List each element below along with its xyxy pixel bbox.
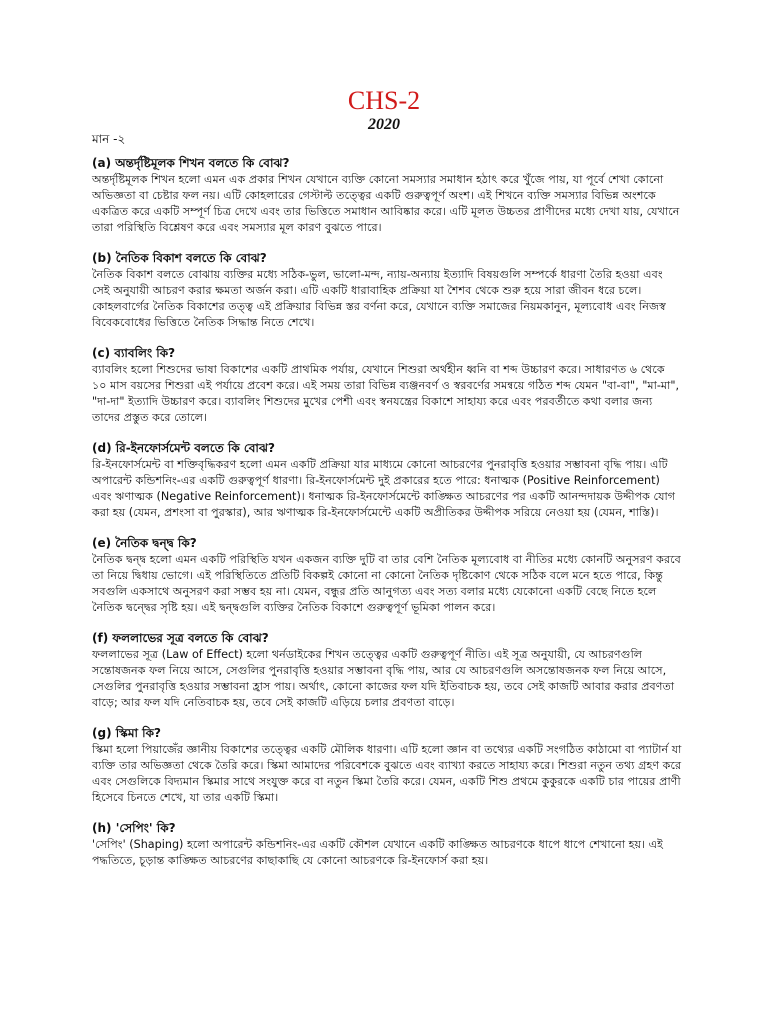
page-title: CHS-2 (347, 86, 421, 115)
exam-year: 2020 (368, 116, 400, 133)
qa-item-c (92, 344, 682, 426)
qa-item-b (92, 249, 682, 331)
qa-item-f (92, 629, 682, 711)
question-heading: (e) নৈতিক দ্বন্দ্ব কি? (92, 536, 197, 550)
answer-text: নৈতিক দ্বন্দ্ব হলো এমন একটি পরিস্থিতি যখন একজন ব্যক্তি দুটি বা তার বেশি নৈতিক মূল্যবোধ বা নীতির মধ্যে কোনটি অনুসরণ করবে তা নিয়ে দ্বিধায় ভোগে। এই পরিস্থিতিতে প্রতিটি বিকল্পই কোনো না কোনো নৈতিক দৃষ্টিকোণ থেকে সঠিক বলে মনে হতে পারে, কিন্তু সবগুলি একসাথে অনুসরণ করা সম্ভব হয় না। যেমন, বন্ধুর প্রতি আনুগত্য এবং সত্য বলার মধ্যে যেকোনো একটি বেছে নিতে হলে নৈতিক দ্বন্দ্বের সৃষ্টি হয়। এই দ্বন্দ্বগুলি ব্যক্তির নৈতিক বিকাশে গুরুত্বপূর্ণ ভূমিকা পালন করে। (92, 553, 681, 614)
answer-text: রি-ইনফোর্সমেন্ট বা শক্তিবৃদ্ধিকরণ হলো এমন একটি প্রক্রিয়া যার মাধ্যমে কোনো আচরণের পুনরাবৃত্তি হওয়ার সম্ভাবনা বৃদ্ধি পায়। এটি অপারেন্ট কন্ডিশনিং-এর একটি গুরুত্বপূর্ণ ধারণা। রি-ইনফোর্সমেন্ট দুই প্রকারের হতে পারে: ধনাত্মক (Positive Reinforcement) এবং ঋণাত্মক (Negative Reinforcement)। ধনাত্মক রি-ইনফোর্সমেন্টে কাঙ্ক্ষিত আচরণের পর একটি আনন্দদায়ক উদ্দীপক যোগ করা হয় (যেমন, প্রশংসা বা পুরস্কার), আর ঋণাত্মক রি-ইনফোর্সমেন্টে একটি অপ্রীতিকর উদ্দীপক সরিয়ে নেওয়া হয় (যেমন, শাস্তি)। (92, 458, 676, 519)
answer-text: 'সেপিং' (Shaping) হলো অপারেন্ট কন্ডিশনিং-এর একটি কৌশল যেখানে একটি কাঙ্ক্ষিত আচরণকে ধাপে ধাপে শেখানো হয়। এই পদ্ধতিতে, চূড়ান্ত কাঙ্ক্ষিত আচরণের কাছাকাছি যে কোনো আচরণকে রি-ইনফোর্স করা হয়। (92, 838, 663, 867)
question-heading: (g) স্কিমা কি? (92, 726, 161, 740)
answer-text: অন্তর্দৃষ্টিমূলক শিখন হলো এমন এক প্রকার শিখন যেখানে ব্যক্তি কোনো সমস্যার সমাধান হঠাৎ করে খুঁজে পায়, যা পূর্বে শেখা কোনো অভিজ্ঞতা বা চেষ্টার ফল নয়। এটি কোহলারের গেস্টাল্ট তত্ত্বের একটি গুরুত্বপূর্ণ অংশ। এই শিখনে ব্যক্তি সমস্যার বিভিন্ন অংশকে একত্রিত করে একটি সম্পূর্ণ চিত্র দেখে এবং তার ভিত্তিতে সমাধান আবিষ্কার করে। এটি মূলত উচ্চতর প্রাণীদের মধ্যে দেখা যায়, যেখানে তারা পরিস্থিতি বিশ্লেষণ করে এবং সমস্যার মূল কারণ বুঝতে পারে। (92, 173, 680, 234)
qa-item-g (92, 724, 682, 806)
qa-item-d (92, 439, 682, 521)
answer-text: ব্যাবলিং হলো শিশুদের ভাষা বিকাশের একটি প্রাথমিক পর্যায়, যেখানে শিশুরা অর্থহীন ধ্বনি বা শব্দ উচ্চারণ করে। সাধারণত ৬ থেকে ১০ মাস বয়সের শিশুরা এই পর্যায়ে প্রবেশ করে। এই সময় তারা বিভিন্ন ব্যঞ্জনবর্ণ ও স্বরবর্ণের সমন্বয়ে গঠিত শব্দ যেমন "বা-বা", "মা-মা", "দা-দা" ইত্যাদি উচ্চারণ করে। ব্যাবলিং শিশুদের মুখের পেশী এবং স্বনযন্ত্রের বিকাশে সাহায্য করে এবং পরবর্তীতে কথা বলার জন্য তাদের প্রস্তুত করে তোলে। (92, 363, 680, 424)
marks-label: মান -২ (92, 132, 126, 146)
question-heading: (d) রি-ইনফোর্সমেন্ট বলতে কি বোঝ? (92, 441, 275, 455)
question-heading: (b) নৈতিক বিকাশ বলতে কি বোঝ? (92, 251, 267, 265)
question-heading: (c) ব্যাবলিং কি? (92, 346, 176, 360)
qa-list (92, 154, 682, 882)
qa-item-a (92, 154, 682, 236)
qa-item-h (92, 819, 682, 869)
answer-text: ফললাভের সূত্র (Law of Effect) হলো থর্নডাইকের শিখন তত্ত্বের একটি গুরুত্বপূর্ণ নীতি। এই সূত্র অনুযায়ী, যে আচরণগুলি সন্তোষজনক ফল নিয়ে আসে, সেগুলির পুনরাবৃত্তি হওয়ার সম্ভাবনা বৃদ্ধি পায়, আর যে আচরণগুলি অসন্তোষজনক ফল নিয়ে আসে, সেগুলির পুনরাবৃত্তি হওয়ার সম্ভাবনা হ্রাস পায়। অর্থাৎ, কোনো কাজের ফল যদি ইতিবাচক হয়, তবে সেই কাজটি আবার করার প্রবণতা বাড়ে; আর ফল যদি নেতিবাচক হয়, তবে সেই কাজটি এড়িয়ে চলার প্রবণতা বাড়ে। (92, 648, 675, 709)
answer-text: নৈতিক বিকাশ বলতে বোঝায় ব্যক্তির মধ্যে সঠিক-ভুল, ভালো-মন্দ, ন্যায়-অন্যায় ইত্যাদি বিষয়গুলি সম্পর্কে ধারণা তৈরি হওয়া এবং সেই অনুযায়ী আচরণ করার ক্ষমতা অর্জন করা। এটি একটি ধারাবাহিক প্রক্রিয়া যা শৈশব থেকে শুরু হয়ে সারা জীবন ধরে চলে। কোহলবার্গের নৈতিক বিকাশের তত্ত্ব এই প্রক্রিয়ার বিভিন্ন স্তর বর্ণনা করে, যেখানে ব্যক্তি সমাজের নিয়মকানুন, মূল্যবোধ এবং নিজস্ব বিবেকবোধের ভিত্তিতে নৈতিক সিদ্ধান্ত নিতে শেখে। (92, 268, 666, 329)
qa-item-e (92, 534, 682, 616)
question-heading: (a) অন্তর্দৃষ্টিমূলক শিখন বলতে কি বোঝ? (92, 156, 290, 170)
question-heading: (f) ফললাভের সূত্র বলতে কি বোঝ? (92, 631, 269, 645)
question-heading: (h) 'সেপিং' কি? (92, 821, 176, 835)
answer-text: স্কিমা হলো পিয়াজেঁর জ্ঞানীয় বিকাশের তত্ত্বের একটি মৌলিক ধারণা। এটি হলো জ্ঞান বা তথ্যের একটি সংগঠিত কাঠামো বা প্যাটার্ন যা ব্যক্তি তার অভিজ্ঞতা থেকে তৈরি করে। স্কিমা আমাদের পরিবেশকে বুঝতে এবং ব্যাখ্যা করতে সাহায্য করে। শিশুরা নতুন তথ্য গ্রহণ করে এবং সেগুলিকে বিদ্যমান স্কিমার সাথে সংযুক্ত করে বা নতুন স্কিমা তৈরি করে। যেমন, একটি শিশু প্রথমে কুকুরকে একটি চার পায়ের প্রাণী হিসেবে চিনতে শেখে, যা তার একটি স্কিমা। (92, 743, 682, 804)
